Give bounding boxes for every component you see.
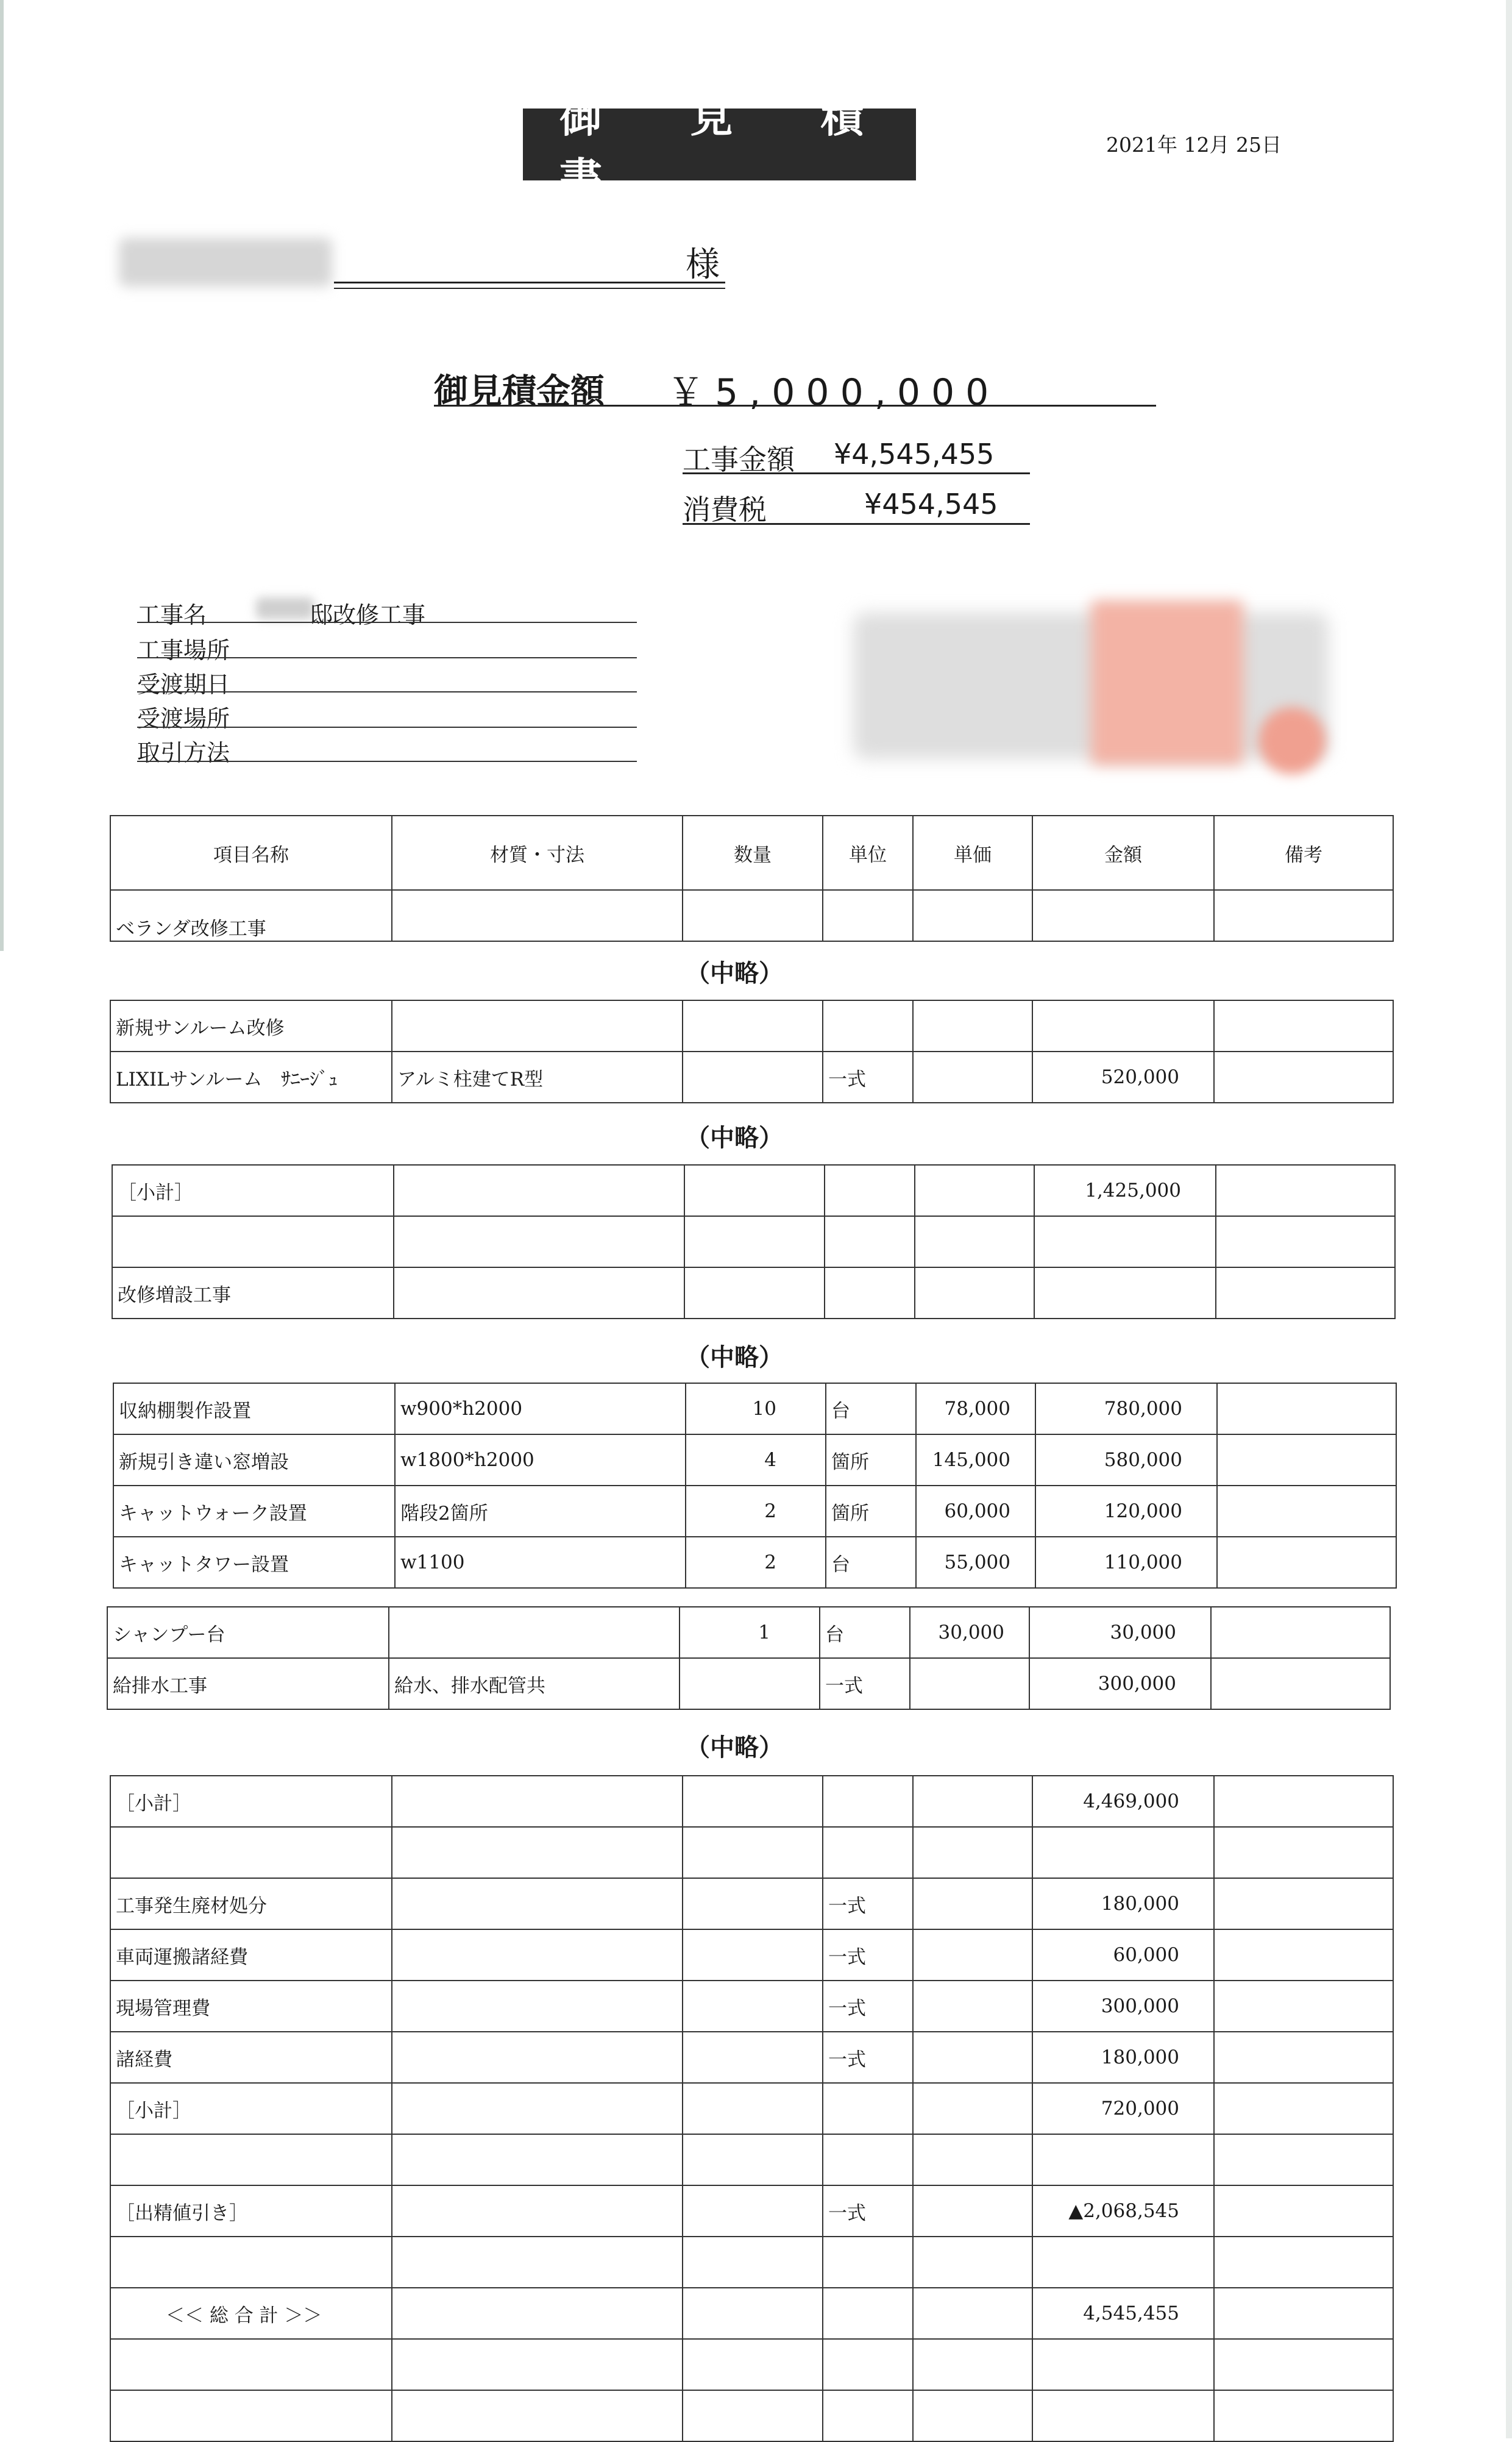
table-row — [110, 2339, 1393, 2390]
customer-underline — [334, 282, 725, 289]
table-row: キャットウォーク設置 階段2箇所 2 箇所 60,000 120,000 — [113, 1486, 1396, 1537]
header-material: 材質・寸法 — [392, 816, 683, 890]
table-row — [110, 2237, 1393, 2288]
tax-underline — [683, 523, 1030, 525]
table-row: ［小計］ 1,425,000 — [112, 1165, 1395, 1216]
estimate-table-section-4 — [113, 1383, 1397, 1589]
total-underline — [434, 405, 1156, 407]
payment-method-label: 取引方法 — [137, 739, 230, 766]
table-row: 給排水工事 給水、排水配管共 一式 300,000 — [107, 1658, 1390, 1709]
customer-honorific: 様 — [686, 245, 720, 285]
header-unit-price: 単価 — [913, 816, 1032, 890]
issue-date: 2021年 12月 25日 — [1106, 133, 1282, 157]
document-title: 御 見 積 書 — [523, 109, 916, 180]
table-row: ［小計］ 720,000 — [110, 2083, 1393, 2134]
table-header-row — [110, 816, 1393, 890]
project-site-line — [137, 657, 637, 658]
table-row: 新規サンルーム改修 — [110, 1000, 1393, 1052]
project-name-redacted — [256, 597, 314, 619]
estimate-table-section-2 — [110, 1000, 1394, 1103]
estimate-table-section-3 — [112, 1164, 1396, 1319]
table-row — [110, 1827, 1393, 1878]
construction-amount-value: ¥4,545,455 — [834, 438, 995, 471]
delivery-place-label: 受渡場所 — [137, 705, 230, 732]
table-row: 車両運搬諸経費 一式 60,000 — [110, 1929, 1393, 1981]
tax-label: 消費税 — [683, 493, 767, 526]
table-row: シャンプー台 1 台 30,000 30,000 — [107, 1607, 1390, 1658]
project-name-line — [137, 622, 637, 623]
table-row-grand-total: ＜＜ 総 合 計 ＞＞ 4,545,455 — [110, 2288, 1393, 2339]
table-row: キャットタワー設置 w1100 2 台 55,000 110,000 — [113, 1537, 1396, 1588]
table-row: 諸経費 一式 180,000 — [110, 2032, 1393, 2083]
tax-value: ¥454,545 — [864, 488, 998, 521]
omitted-marker: （中略） — [686, 1734, 783, 1762]
estimate-table-section-6 — [110, 1775, 1394, 2442]
header-quantity: 数量 — [683, 816, 823, 890]
scan-edge-right — [1506, 0, 1512, 2438]
table-row: 新規引き違い窓増設 w1800*h2000 4 箇所 145,000 580,000 — [113, 1434, 1396, 1486]
table-row: 改修増設工事 — [112, 1267, 1395, 1319]
omitted-marker: （中略） — [686, 1124, 783, 1152]
table-row — [110, 2390, 1393, 2441]
company-seal — [1091, 600, 1243, 765]
delivery-date-line — [137, 691, 637, 692]
project-site-label: 工事場所 — [137, 637, 230, 664]
construction-amount-underline — [683, 472, 1030, 474]
estimate-table-section-5 — [107, 1606, 1391, 1710]
header-unit: 単位 — [823, 816, 913, 890]
table-row: ベランダ改修工事 — [110, 890, 1393, 941]
table-row: ［小計］ 4,469,000 — [110, 1776, 1393, 1827]
table-row: 工事発生廃材処分 一式 180,000 — [110, 1878, 1393, 1929]
table-row — [110, 2134, 1393, 2185]
construction-amount-label: 工事金額 — [683, 443, 795, 476]
header-remarks: 備考 — [1214, 816, 1393, 890]
table-row: 現場管理費 一式 300,000 — [110, 1981, 1393, 2032]
scan-edge-left — [0, 0, 4, 951]
table-row-discount: ［出精値引き］ 一式 ▲2,068,545 — [110, 2185, 1393, 2237]
estimate-table-section-1 — [110, 815, 1394, 942]
table-row — [112, 1216, 1395, 1267]
table-row: LIXILサンルーム ｻﾆｰｼﾞｭ アルミ柱建てR型 一式 520,000 — [110, 1052, 1393, 1103]
delivery-place-line — [137, 727, 637, 728]
table-row: 収納棚製作設置 w900*h2000 10 台 78,000 780,000 — [113, 1383, 1396, 1434]
payment-method-line — [137, 761, 637, 762]
header-item-name: 項目名称 — [110, 816, 392, 890]
personal-seal — [1258, 707, 1326, 774]
project-name-value: 邸改修工事 — [310, 602, 426, 628]
total-label: 御見積金額 — [434, 372, 605, 411]
omitted-marker: （中略） — [686, 1344, 783, 1372]
total-value: ￥5,000,000 — [667, 371, 1000, 414]
delivery-date-label: 受渡期日 — [137, 671, 230, 698]
omitted-marker: （中略） — [686, 959, 783, 988]
customer-name-redacted — [119, 238, 332, 287]
project-name-label: 工事名 — [137, 602, 207, 628]
header-amount: 金額 — [1032, 816, 1214, 890]
